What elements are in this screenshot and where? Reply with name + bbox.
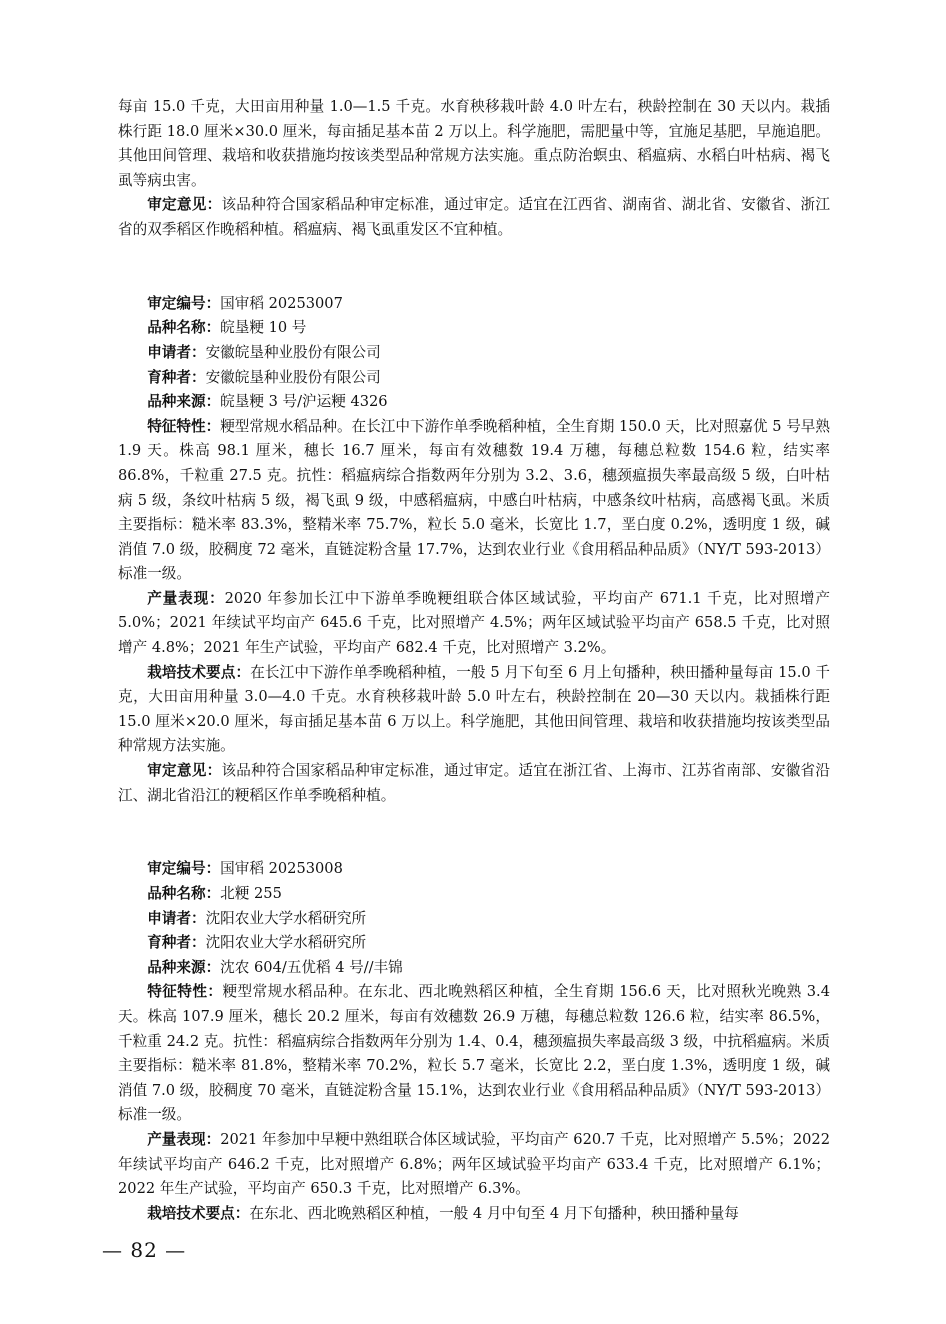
page-number: — 82 —	[102, 1238, 187, 1262]
breeder: 育种者：安徽皖垦种业股份有限公司	[147, 368, 381, 386]
approval-number: 审定编号：国审稻 20253008	[147, 860, 343, 878]
approval-opinion: 审定意见：该品种符合国家稻品种审定标准，通过审定。适宜在浙江省、上海市、江苏省南部、安徽省沿江、湖北省沿江的粳稻区作单季晚稻种植。	[118, 762, 830, 804]
yield-performance: 产量表现：2020 年参加长江中下游单季晚粳组联合体区域试验，平均亩产 671.1 千克，比对照增产 5.0%；2021 年续试平均亩产 645.6 千克，比对照增产 4.5%；两年区域试验平均亩产 658.5 千克，比对照增产 4.8%；2021 年生产试验，平均亩产 682.4 千克，比对照增产 3.2%。	[118, 589, 830, 657]
variety-source: 品种来源：沈农 604/五优稻 4 号//丰锦	[147, 958, 403, 976]
cultivation-points: 栽培技术要点：在长江中下游作单季晚稻种植，一般 5 月下旬至 6 月上旬播种，秧田播种量每亩 15.0 千克，大田亩用种量 3.0—4.0 千克。水育秧移栽叶龄 5.0 叶左右，秧龄控制在 20—30 天以内。栽插株行距 15.0 厘米×20.0 厘米，每亩插足基本苗 6 万以上。科学施肥，其他田间管理、栽培和收获措施均按该类型品种常规方法实施。	[118, 663, 830, 755]
variety-name: 品种名称：皖垦粳 10 号	[147, 319, 307, 337]
characteristics: 特征特性：粳型常规水稻品种。在长江中下游作单季晚稻种植，全生育期 150.0 天，比对照嘉优 5 号早熟 1.9 天。株高 98.1 厘米，穗长 16.7 厘米，每亩有效穗数 19.4 万穗，每穗总粒数 154.6 粒，结实率 86.8%，千粒重 27.5 克。抗性：稻瘟病综合指数两年分别为 3.2、3.6，穗颈瘟损失率最高级 5 级，白叶枯病 5 级，条纹叶枯病 5 级，褐飞虱 9 级，中感稻瘟病，中感白叶枯病，中感条纹叶枯病，高感褐飞虱。米质主要指标：糙米率 83.3%，整精米率 75.7%，粒长 5.0 毫米，长宽比 1.7，垩白度 0.2%，透明度 1 级，碱消值 7.0 级，胶稠度 72 毫米，直链淀粉含量 17.7%，达到农业行业《食用稻品种品质》（NY/T 593-2013）标准一级。	[118, 417, 830, 583]
approval-opinion: 审定意见：该品种符合国家稻品种审定标准，通过审定。适宜在江西省、湖南省、湖北省、安徽省、浙江省的双季稻区作晚稻种植。稻瘟病、褐飞虱重发区不宜种植。	[118, 196, 830, 238]
approval-number: 审定编号：国审稻 20253007	[147, 294, 343, 312]
yield-performance: 产量表现：2021 年参加中早粳中熟组联合体区域试验，平均亩产 620.7 千克，比对照增产 5.5%；2022 年续试平均亩产 646.2 千克，比对照增产 6.8%；两年区域试验平均亩产 633.4 千克，比对照增产 6.1%；2022 年生产试验，平均亩产 650.3 千克，比对照增产 6.3%。	[118, 1130, 830, 1198]
variety-entry-1	[118, 292, 830, 808]
document-body	[118, 95, 830, 1226]
variety-entry-2	[118, 857, 830, 1226]
applicant: 申请者：沈阳农业大学水稻研究所	[147, 909, 367, 927]
applicant: 申请者：安徽皖垦种业股份有限公司	[147, 343, 381, 361]
continued-paragraph: 每亩 15.0 千克，大田亩用种量 1.0—1.5 千克。水育秧移栽叶龄 4.0 叶左右，秧龄控制在 30 天以内。栽插株行距 18.0 厘米×30.0 厘米，每亩插足基本苗 2 万以上。科学施肥，需肥量中等，宜施足基肥，早施追肥。其他田间管理、栽培和收获措施均按该类型品种常规方法实施。重点防治螟虫、稻瘟病、水稻白叶枯病、褐飞虱等病虫害。	[118, 98, 830, 189]
characteristics: 特征特性：粳型常规水稻品种。在东北、西北晚熟稻区种植，全生育期 156.6 天，比对照秋光晚熟 3.4 天。株高 107.9 厘米，穗长 20.2 厘米，每亩有效穗数 26.9 万穗，每穗总粒数 126.6 粒，结实率 86.5%，千粒重 24.2 克。抗性：稻瘟病综合指数两年分别为 1.4、0.4，穗颈瘟损失率最高级 3 级，中抗稻瘟病。米质主要指标：糙米率 81.8%，整精米率 70.2%，粒长 5.7 毫米，长宽比 2.2，垩白度 1.3%，透明度 1 级，碱消值 7.0 级，胶稠度 70 毫米，直链淀粉含量 15.1%，达到农业行业《食用稻品种品质》（NY/T 593-2013）标准一级。	[118, 983, 830, 1124]
variety-source: 品种来源：皖垦粳 3 号/沪运粳 4326	[147, 393, 388, 411]
cultivation-points: 栽培技术要点：在东北、西北晚熟稻区种植，一般 4 月中旬至 4 月下旬播种，秧田播种量每	[147, 1204, 739, 1222]
breeder: 育种者：沈阳农业大学水稻研究所	[147, 934, 367, 952]
variety-name: 品种名称：北粳 255	[147, 885, 282, 902]
